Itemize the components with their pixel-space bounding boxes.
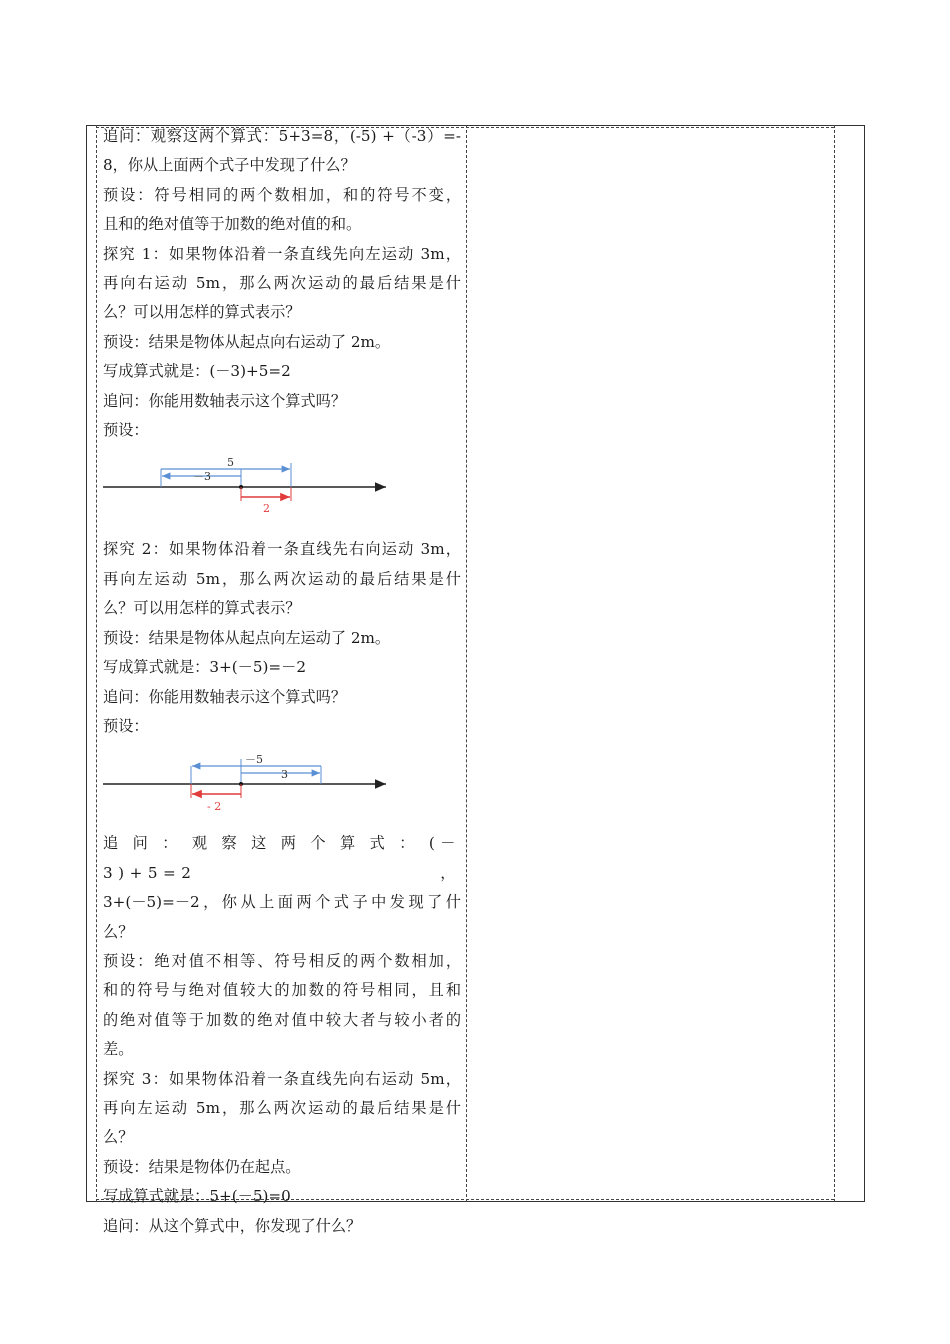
- explore-2-formula: 写成算式就是：3+(－5)=－2: [103, 658, 306, 677]
- column-divider: [466, 125, 467, 1202]
- explore-1-line-1: 探究 1：如果物体沿着一条直线先向左运动 3m，: [103, 244, 461, 263]
- number-line-diagram-2: [103, 741, 461, 829]
- explore-2-line-1: 探究 2：如果物体沿着一条直线先右向运动 3m，: [103, 540, 461, 559]
- cell-border-left: [96, 125, 97, 1202]
- answer-1-line-2: 且和的绝对值等于加数的绝对值的和。: [103, 215, 362, 234]
- explore-3-followup: 追问：从这个算式中，你发现了什么？: [103, 1216, 362, 1235]
- explore-3-line-2: 再向左运动 5m，那么两次运动的最后结果是什: [103, 1098, 461, 1117]
- label-2: 2: [263, 502, 270, 516]
- answer-2-line-1: 预设：绝对值不相等、符号相反的两个数相加，: [103, 951, 461, 970]
- label-minus-3: －3: [193, 470, 211, 484]
- question-2-line-2: 3+(－5)=－2，你从上面两个式子中发现了什: [103, 893, 461, 912]
- table-border-right: [864, 125, 865, 1202]
- cell-border-right: [834, 125, 835, 1202]
- answer-2-line-4: 差。: [103, 1040, 134, 1059]
- explore-1-preset: 预设：: [103, 421, 149, 440]
- explore-2-line-3: 么？可以用怎样的算式表示？: [103, 599, 301, 618]
- explore-1-followup: 追问：你能用数轴表示这个算式吗？: [103, 391, 346, 410]
- explore-3-formula: 写成算式就是：5+(－5)=0: [103, 1187, 291, 1206]
- explore-2-line-2: 再向左运动 5m，那么两次运动的最后结果是什: [103, 569, 461, 588]
- label-minus-2: - 2: [207, 800, 222, 814]
- explore-2-followup: 追问：你能用数轴表示这个算式吗？: [103, 687, 346, 706]
- explore-2-answer: 预设：结果是物体从起点向左运动了 2m。: [103, 628, 391, 647]
- label-5: 5: [227, 456, 234, 470]
- answer-2-line-2: 和的符号与绝对值较大的加数的符号相同，且和: [103, 981, 461, 1000]
- explore-3-answer: 预设：结果是物体仍在起点。: [103, 1157, 301, 1176]
- question-1-line-2: 8，你从上面两个式子中发现了什么？: [103, 156, 356, 175]
- explore-1-line-3: 么？可以用怎样的算式表示？: [103, 303, 301, 322]
- question-1-line-1: 追问：观察这两个算式：5+3=8，(-5) +（-3）=-: [103, 127, 461, 145]
- label-3: 3: [281, 768, 288, 782]
- explore-1-line-2: 再向右运动 5m，那么两次运动的最后结果是什: [103, 274, 461, 293]
- explore-1-answer: 预设：结果是物体从起点向右运动了 2m。: [103, 332, 391, 351]
- explore-1-formula: 写成算式就是：(－3)+5=2: [103, 362, 291, 381]
- question-2-line-1: 追问：观察这两个算式：(－3)+5=2，: [103, 834, 461, 882]
- question-2-line-3: 么？: [103, 922, 134, 941]
- explore-3-line-1: 探究 3：如果物体沿着一条直线先向右运动 5m，: [103, 1069, 461, 1088]
- answer-1-line-1: 预设：符号相同的两个数相加，和的符号不变，: [103, 185, 461, 204]
- explore-2-preset: 预设：: [103, 716, 149, 735]
- content-cell: [103, 122, 461, 1241]
- explore-3-line-3: 么？: [103, 1128, 134, 1147]
- answer-2-line-3: 的绝对值等于加数的绝对值中较大者与较小者的: [103, 1010, 461, 1029]
- table-border-left: [86, 125, 87, 1202]
- label-minus-5: －5: [245, 753, 263, 767]
- number-line-diagram-1: [103, 445, 461, 535]
